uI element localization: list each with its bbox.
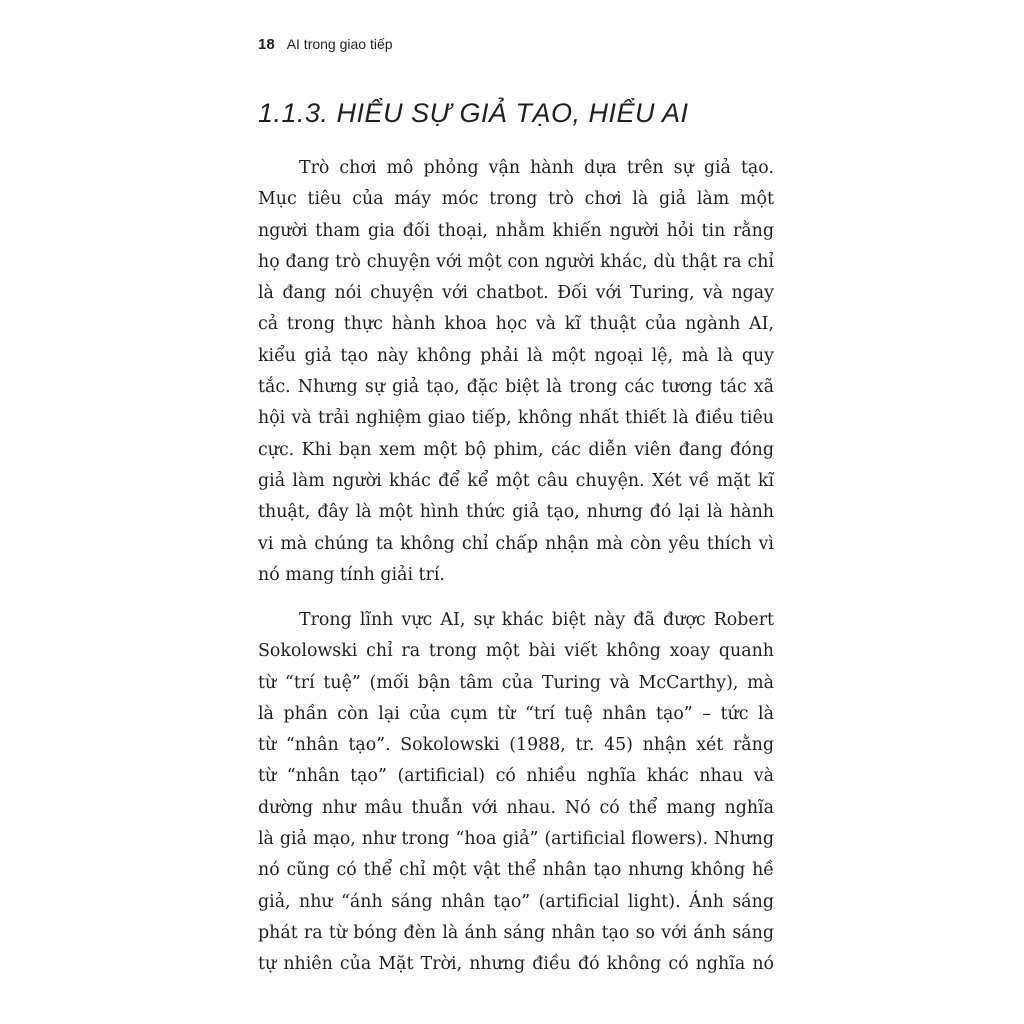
running-title: AI trong giao tiếp	[286, 36, 393, 52]
text-line: tự nhiên của Mặt Trời, nhưng điều đó không có nghĩa nó	[258, 954, 774, 975]
text-line: từ “trí tuệ” (mối bận tâm của Turing và McCarthy), mà	[258, 672, 774, 693]
paragraph-1	[258, 153, 774, 591]
text-line: Trong lĩnh vực AI, sự khác biệt này đã được Robert	[299, 610, 774, 630]
text-line: thuật, đây là một hình thức giả tạo, nhưng đó lại là hành	[258, 502, 774, 523]
page-number: 18	[258, 36, 275, 53]
text-line: Sokolowski chỉ ra trong một bài viết không xoay quanh	[258, 641, 774, 662]
text-line: họ đang trò chuyện với một con người khác, dù thật ra chỉ	[258, 251, 774, 272]
text-line: cực. Khi bạn xem một bộ phim, các diễn viên đang đóng	[258, 439, 774, 460]
text-line: Mục tiêu của máy móc trong trò chơi là giả làm một	[258, 189, 774, 210]
text-line: giả, như “ánh sáng nhân tạo” (artificial light). Ánh sáng	[258, 891, 774, 912]
text-line: từ “nhân tạo”. Sokolowski (1988, tr. 45) nhận xét rằng	[258, 735, 774, 756]
text-line: vi mà chúng ta không chỉ chấp nhận mà còn yêu thích vì	[258, 533, 774, 554]
text-line: phát ra từ bóng đèn là ánh sáng nhân tạo so với ánh sáng	[258, 922, 774, 943]
text-line: người tham gia đối thoại, nhằm khiến người hỏi tin rằng	[258, 220, 774, 241]
text-line: dường như mâu thuẫn với nhau. Nó có thể mang nghĩa	[258, 797, 774, 818]
text-line: kiểu giả tạo này không phải là một ngoại lệ, mà là quy	[258, 345, 774, 366]
text-line: nó mang tính giải trí.	[258, 564, 445, 585]
text-line: là phần còn lại của cụm từ “trí tuệ nhân tạo” – tức là	[258, 703, 774, 724]
text-line: cả trong thực hành khoa học và kĩ thuật của ngành AI,	[258, 314, 774, 335]
text-line: tắc. Nhưng sự giả tạo, đặc biệt là trong các tương tác xã	[258, 377, 774, 398]
text-line: giả làm người khác để kể một câu chuyện. Xét về mặt kĩ	[258, 470, 774, 491]
running-header	[258, 36, 393, 53]
text-line: Trò chơi mô phỏng vận hành dựa trên sự giả tạo.	[299, 158, 774, 178]
text-line: là giả mạo, như trong “hoa giả” (artificial flowers). Nhưng	[258, 829, 774, 850]
text-line: là đang nói chuyện với chatbot. Đối với Turing, và ngay	[258, 283, 774, 304]
text-line: nó cũng có thể chỉ một vật thể nhân tạo nhưng không hề	[258, 860, 774, 881]
text-line: từ “nhân tạo” (artificial) có nhiều nghĩa khác nhau và	[258, 766, 774, 787]
section-heading: 1.1.3. HIỂU SỰ GIẢ TẠO, HIỂU AI	[258, 98, 689, 128]
paragraph-2	[258, 605, 774, 981]
text-line: hội và trải nghiệm giao tiếp, không nhất thiết là điều tiêu	[258, 408, 774, 429]
